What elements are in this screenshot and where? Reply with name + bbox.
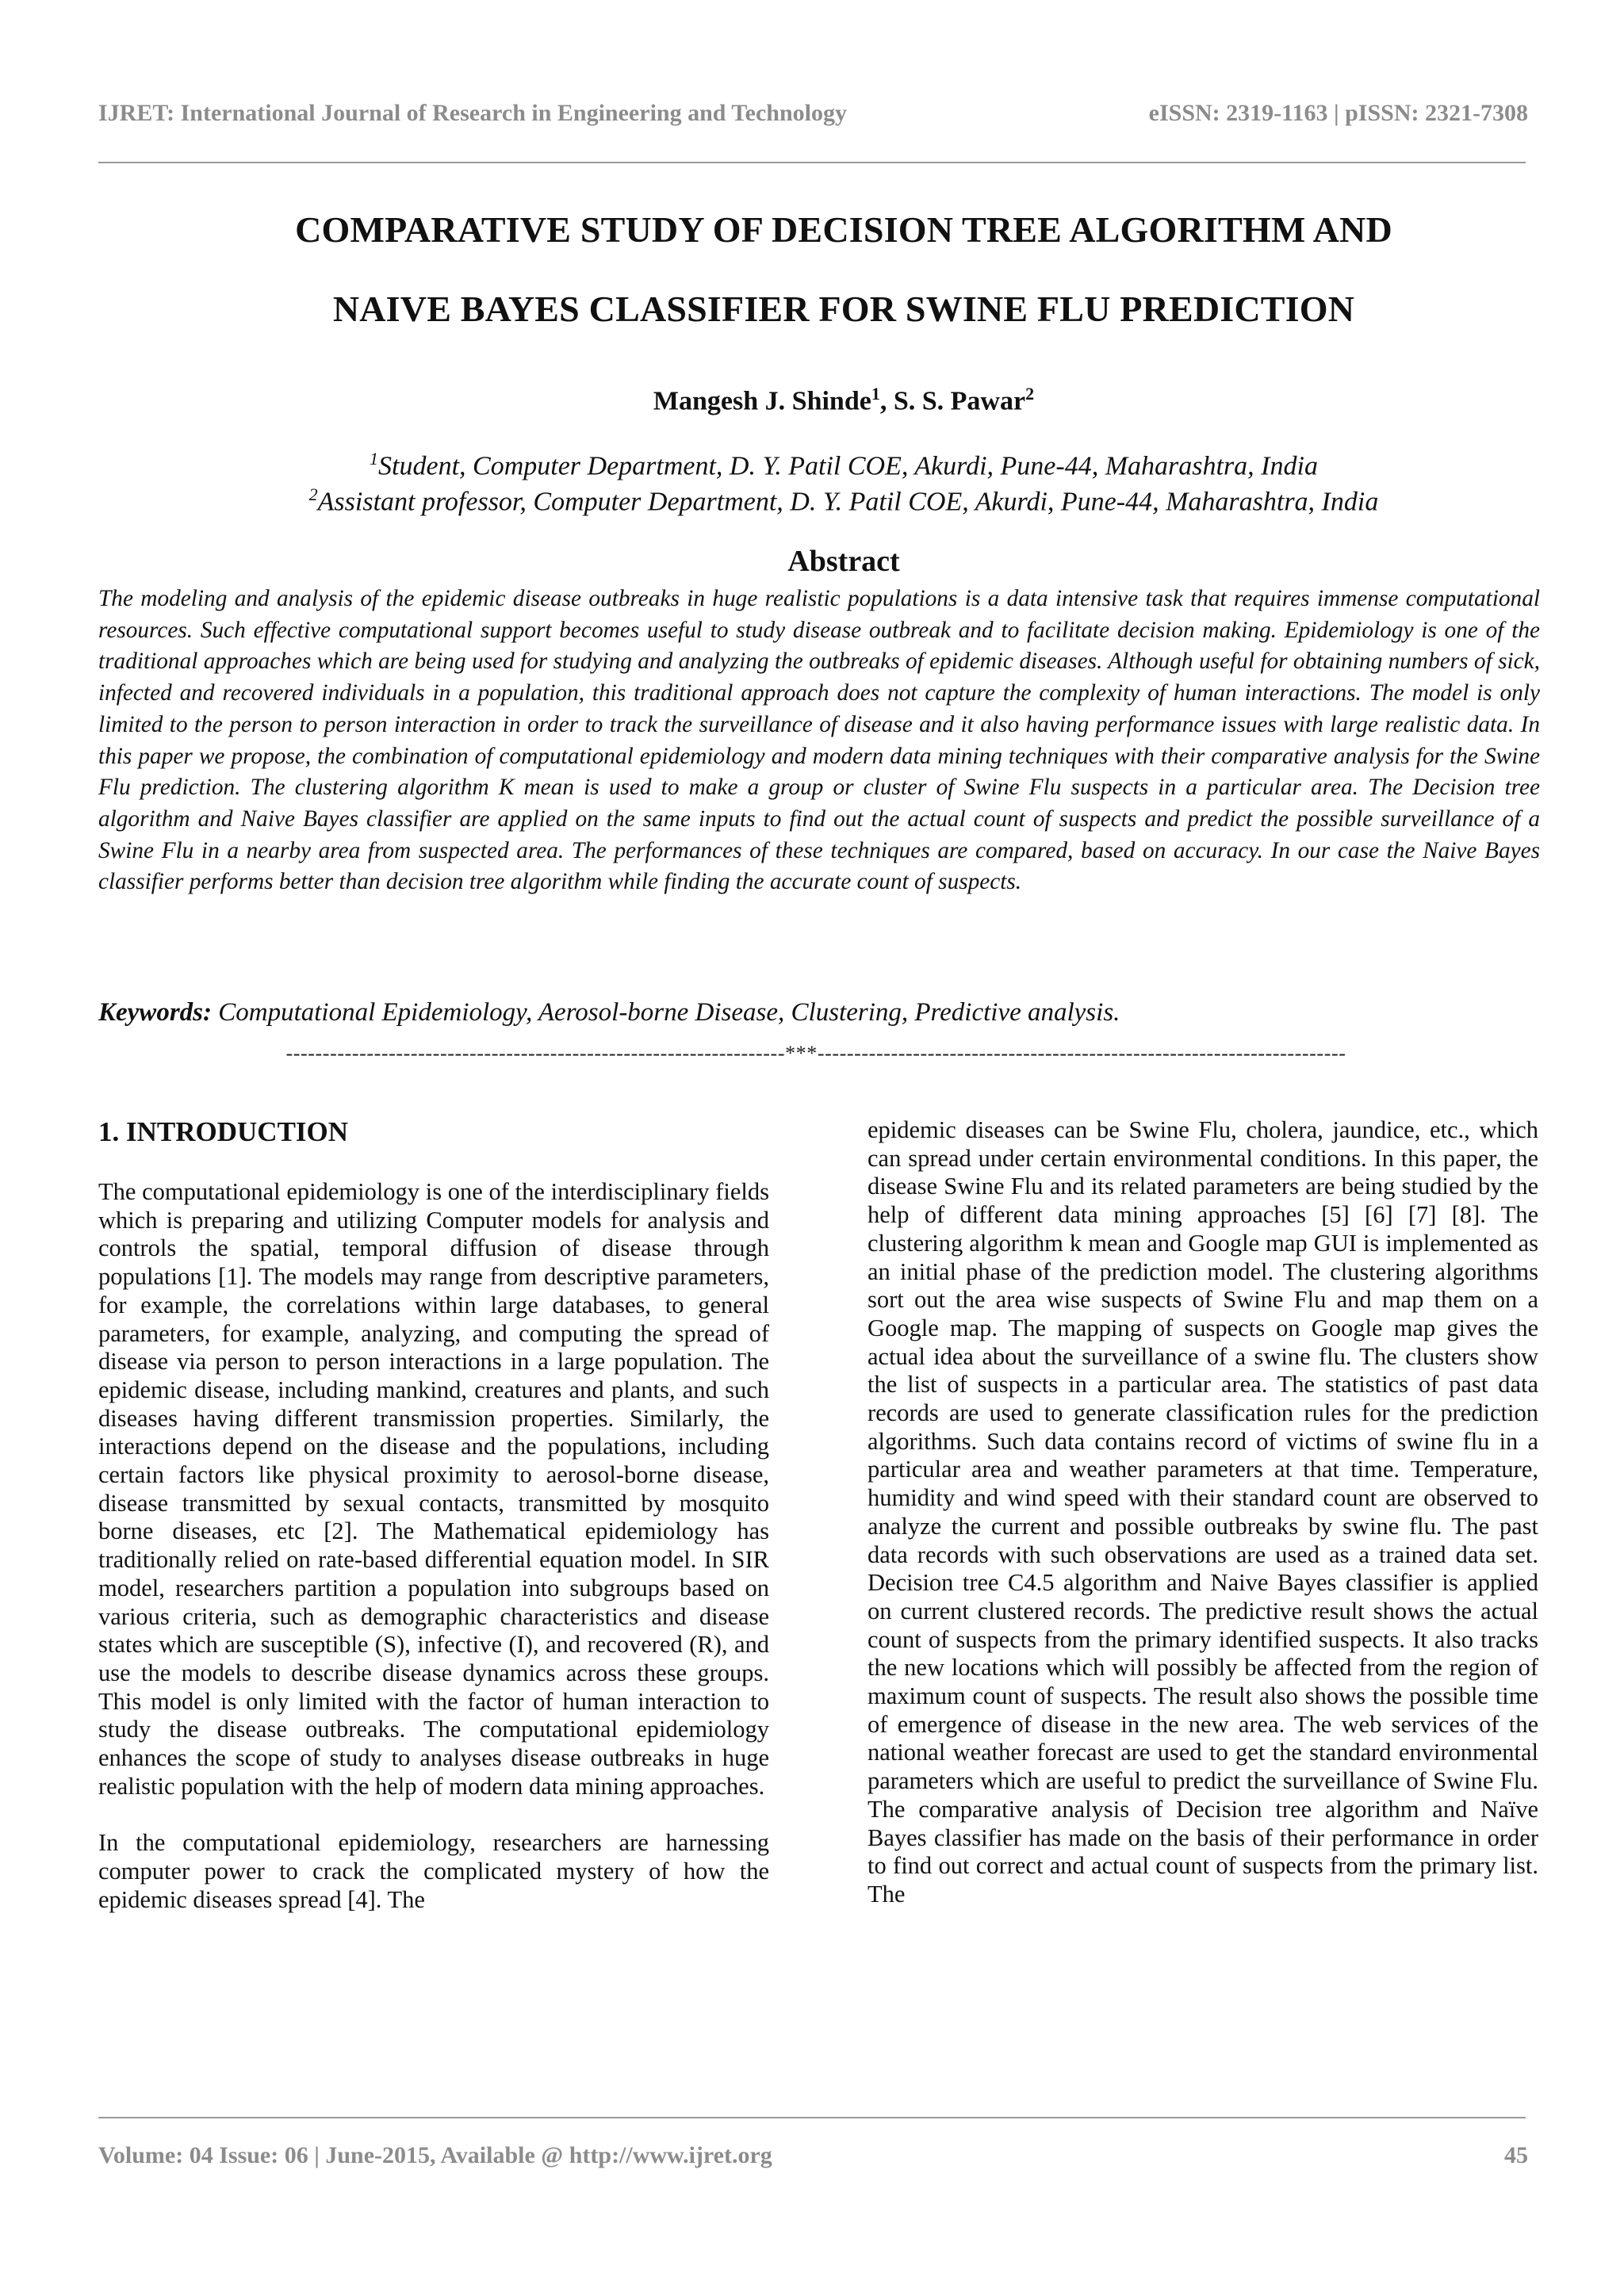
right-column xyxy=(868,1116,1538,1909)
affiliation-1-sup: 1 xyxy=(370,449,379,469)
footer-volume: Volume: 04 Issue: 06 | June-2015, Available @ http://www.ijret.org xyxy=(98,2142,772,2168)
left-column xyxy=(98,1178,769,1915)
journal-name: IJRET: International Journal of Research in Engineering and Technology xyxy=(98,100,848,126)
intro-paragraph-1: The computational epidemiology is one of the interdisciplinary fields which is preparing and utilizing Computer models for analysis and controls the spatial, temporal diffusion of disease through populations [1]. The models may range from descriptive parameters, for example, the correlations within large databases, to general parameters, for example, analyzing, and computing the spread of disease via person to person interactions in a large population. The epidemic disease, including mankind, creatures and plants, and such diseases having different transmission properties. Similarly, the interactions depend on the disease and the populations, including certain factors like physical proximity to aerosol-borne disease, disease transmitted by sexual contacts, transmitted by mosquito borne diseases, etc [2]. The Mathematical epidemiology has traditionally relied on rate-based differential equation model. In SIR model, researchers partition a population into subgroups based on various criteria, such as demographic characteristics and disease states which are susceptible (S), infective (I), and recovered (R), and use the models to describe disease dynamics across these groups. This model is only limited with the factor of human interaction to study the disease outbreaks. The computational epidemiology enhances the scope of study to analyses disease outbreaks in huge realistic population with the help of modern data mining approaches. xyxy=(98,1178,769,1800)
affiliation-2 xyxy=(98,476,1589,519)
issn-info: eISSN: 2319-1163 | pISSN: 2321-7308 xyxy=(1148,100,1528,126)
footer-rule xyxy=(98,2117,1526,2118)
title-line-1: COMPARATIVE STUDY OF DECISION TREE ALGORITHM AND xyxy=(295,209,1392,250)
author-separator: , xyxy=(879,386,894,416)
abstract-heading: Abstract xyxy=(787,545,900,578)
intro-paragraph-2: In the computational epidemiology, researchers are harnessing computer power to crack the complicated mystery of how the epidemic diseases spread [4]. The xyxy=(98,1829,769,1913)
keywords xyxy=(98,998,1120,1027)
affiliation-1-text: Student, Computer Department, D. Y. Patil COE, Akurdi, Pune-44, Maharashtra, India xyxy=(378,451,1318,481)
keywords-text: Computational Epidemiology, Aerosol-borne Disease, Clustering, Predictive analysis. xyxy=(212,998,1120,1027)
affiliation-2-text: Assistant professor, Computer Department, D. Y. Patil COE, Akurdi, Pune-44, Maharashtra, India xyxy=(317,487,1379,517)
paper-title xyxy=(98,190,1589,349)
intro-paragraph-3: epidemic diseases can be Swine Flu, cholera, jaundice, etc., which can spread under certain environmental conditions. In this paper, the disease Swine Flu and its related parameters are being studied by the help of different data mining approaches [5] [6] [7] [8]. The clustering algorithm k mean and Google map GUI is implemented as an initial phase of the prediction model. The clustering algorithms sort out the area wise suspects of Swine Flu and map them on a Google map. The mapping of suspects on Google map gives the actual idea about the surveillance of a swine flu. The clusters show the list of suspects in a particular area. The statistics of past data records are used to generate classification rules for the prediction algorithms. Such data contains record of victims of swine flu in a particular area and weather parameters at that time. Temperature, humidity and wind speed with their standard count are observed to analyze the current and possible outbreaks by swine flu. The past data records with such observations are used as a trained data set. Decision tree C4.5 algorithm and Naive Bayes classifier is applied on current clustered records. The predictive result shows the actual count of suspects from the primary identified suspects. It also tracks the new locations which will possibly be affected from the region of maximum count of suspects. The result also shows the possible time of emergence of disease in the new area. The web services of the national weather forecast are used to get the standard environmental parameters which are useful to predict the surveillance of Swine Flu. The comparative analysis of Decision tree algorithm and Naïve Bayes classifier has made on the basis of their performance in order to find out correct and actual count of suspects from the primary list. The xyxy=(868,1116,1538,1908)
abstract-text: The modeling and analysis of the epidemic disease outbreaks in huge realistic populations is a data intensive task that requires immense computational resources. Such effective computational support becomes useful to study disease outbreak and to facilitate decision making. Epidemiology is one of the traditional approaches which are being used for studying and analyzing the outbreaks of epidemic diseases. Although useful for obtaining numbers of sick, infected and recovered individuals in a population, this traditional approach does not capture the complexity of human interactions. The model is only limited to the person to person interaction in order to track the surveillance of disease and it also having performance issues with large realistic data. In this paper we propose, the combination of computational epidemiology and modern data mining techniques with their comparative analysis for the Swine Flu prediction. The clustering algorithm K mean is used to make a group or cluster of Swine Flu suspects in a particular area. The Decision tree algorithm and Naive Bayes classifier are applied on the same inputs to find out the actual count of suspects and predict the possible surveillance of a Swine Flu in a nearby area from suspected area. The performances of these techniques are compared, based on accuracy. In our case the Naive Bayes classifier performs better than decision tree algorithm while finding the accurate count of suspects. xyxy=(98,586,1540,895)
author-2-sup: 2 xyxy=(1025,384,1035,404)
section-heading-introduction: 1. INTRODUCTION xyxy=(98,1116,349,1147)
keywords-label: Keywords: xyxy=(98,998,212,1027)
title-line-2: NAIVE BAYES CLASSIFIER FOR SWINE FLU PREDICTION xyxy=(332,289,1355,329)
author-2: S. S. Pawar xyxy=(893,386,1026,416)
header-rule xyxy=(98,162,1526,163)
author-1: Mangesh J. Shinde xyxy=(653,386,871,416)
author-1-sup: 1 xyxy=(871,384,880,404)
section-separator: --------------------------------------------------------------------***------------------------------------------------------------------------ xyxy=(285,1042,1346,1065)
page-number: 45 xyxy=(1504,2142,1528,2168)
affiliation-2-sup: 2 xyxy=(308,484,318,504)
author-list xyxy=(98,384,1589,416)
